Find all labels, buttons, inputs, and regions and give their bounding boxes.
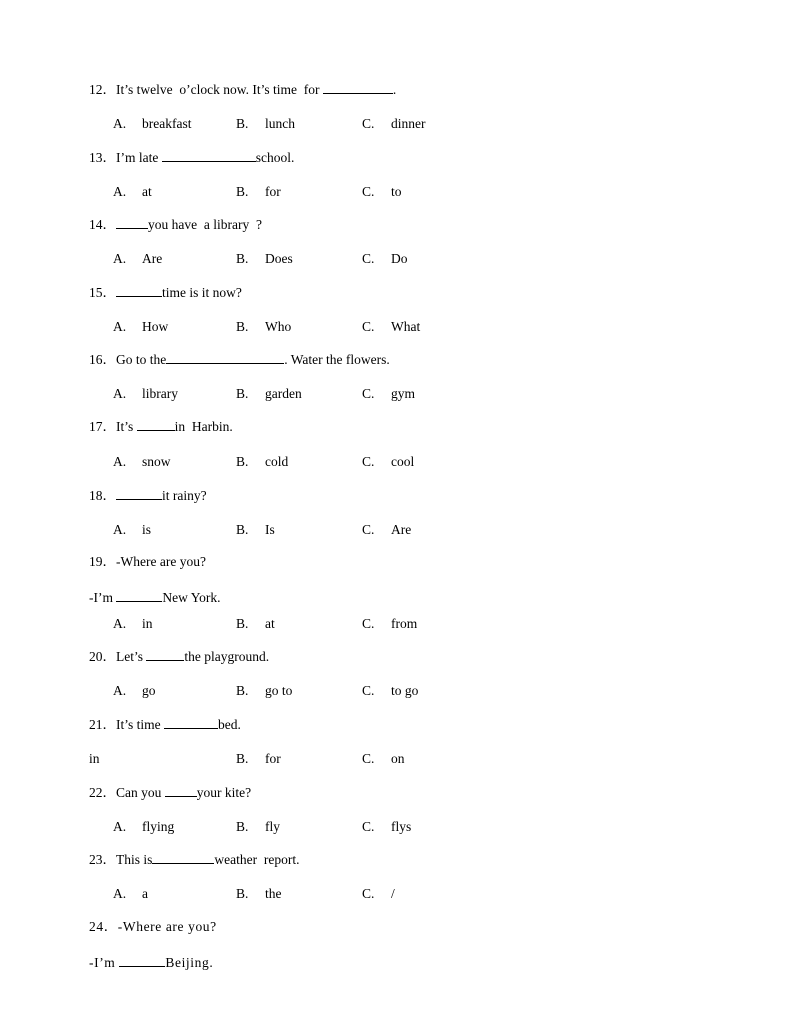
question-19-line2: -I’m New York. bbox=[89, 590, 221, 605]
answer-blank bbox=[116, 215, 148, 229]
answer-blank bbox=[323, 80, 393, 94]
option-a: A. How bbox=[113, 319, 169, 334]
option-b: B. Who bbox=[236, 319, 292, 334]
question-12: 12．It’s twelve o’clock now. It’s time for . bbox=[89, 82, 397, 97]
answer-blank bbox=[165, 783, 197, 797]
option-b: B. for bbox=[236, 184, 281, 199]
option-b: B. fly bbox=[236, 819, 280, 834]
option-c: C. to go bbox=[362, 683, 419, 698]
option-b: B. lunch bbox=[236, 116, 295, 131]
option-a: A. snow bbox=[113, 454, 171, 469]
answer-blank bbox=[162, 148, 256, 162]
answer-blank bbox=[116, 588, 162, 602]
option-b: B. the bbox=[236, 886, 282, 901]
option-c: C. from bbox=[362, 616, 418, 631]
option-c: C. gym bbox=[362, 386, 416, 401]
answer-blank bbox=[166, 350, 284, 364]
options-21 bbox=[89, 750, 689, 768]
question-22: 22．Can you your kite? bbox=[89, 785, 252, 800]
question-19: 19．-Where are you? bbox=[89, 554, 206, 569]
options-17 bbox=[89, 453, 689, 471]
option-c: C. cool bbox=[362, 454, 415, 469]
option-b: B. Does bbox=[236, 251, 293, 266]
question-23: 23．This is weather report. bbox=[89, 852, 300, 867]
option-c: C. / bbox=[362, 886, 395, 901]
answer-blank bbox=[152, 850, 214, 864]
option-a: A. flying bbox=[113, 819, 175, 834]
option-c: C. dinner bbox=[362, 116, 426, 131]
option-a: A. Are bbox=[113, 251, 163, 266]
answer-blank bbox=[116, 486, 162, 500]
options-22 bbox=[89, 818, 689, 836]
answer-blank bbox=[119, 953, 165, 967]
options-15 bbox=[89, 318, 689, 336]
answer-blank bbox=[146, 647, 184, 661]
option-a: A. breakfast bbox=[113, 116, 192, 131]
question-16: 16．Go to the . Water the flowers. bbox=[89, 352, 390, 367]
options-20 bbox=[89, 682, 689, 700]
option-a: A. go bbox=[113, 683, 156, 698]
answer-blank bbox=[164, 715, 218, 729]
options-16 bbox=[89, 385, 689, 403]
question-14: 14． you have a library ? bbox=[89, 217, 262, 232]
option-b: B. at bbox=[236, 616, 275, 631]
option-b: B. Is bbox=[236, 522, 275, 537]
options-14 bbox=[89, 250, 689, 268]
option-b: B. garden bbox=[236, 386, 302, 401]
option-b: B. for bbox=[236, 751, 281, 766]
option-a: A. at bbox=[113, 184, 152, 199]
options-13 bbox=[89, 183, 689, 201]
option-a: A. a bbox=[113, 886, 148, 901]
question-20: 20．Let’s the playground. bbox=[89, 649, 270, 664]
question-21: 21．It’s time bed. bbox=[89, 717, 241, 732]
option-c: C. to bbox=[362, 184, 402, 199]
options-19 bbox=[89, 615, 689, 633]
option-c: C. What bbox=[362, 319, 421, 334]
question-17: 17．It’s in Harbin. bbox=[89, 419, 233, 434]
option-c: C. Do bbox=[362, 251, 408, 266]
question-18: 18． it rainy? bbox=[89, 488, 207, 503]
options-18 bbox=[89, 521, 689, 539]
options-23 bbox=[89, 885, 689, 903]
option-c: C. flys bbox=[362, 819, 412, 834]
option-b: B. go to bbox=[236, 683, 293, 698]
option-c: C. on bbox=[362, 751, 405, 766]
option-a: A. is bbox=[113, 522, 152, 537]
option-a: A. library bbox=[113, 386, 178, 401]
option-a: A. in bbox=[113, 616, 153, 631]
answer-blank bbox=[116, 283, 162, 297]
question-13: 13．I’m late school. bbox=[89, 150, 295, 165]
option-b: B. cold bbox=[236, 454, 289, 469]
question-15: 15． time is it now? bbox=[89, 285, 242, 300]
answer-blank bbox=[137, 417, 175, 431]
option-a: in bbox=[89, 751, 100, 766]
question-24: 24．-Where are you? bbox=[89, 919, 217, 934]
option-c: C. Are bbox=[362, 522, 412, 537]
options-12 bbox=[89, 115, 689, 133]
question-24-line2: -I’m Beijing. bbox=[89, 955, 214, 970]
